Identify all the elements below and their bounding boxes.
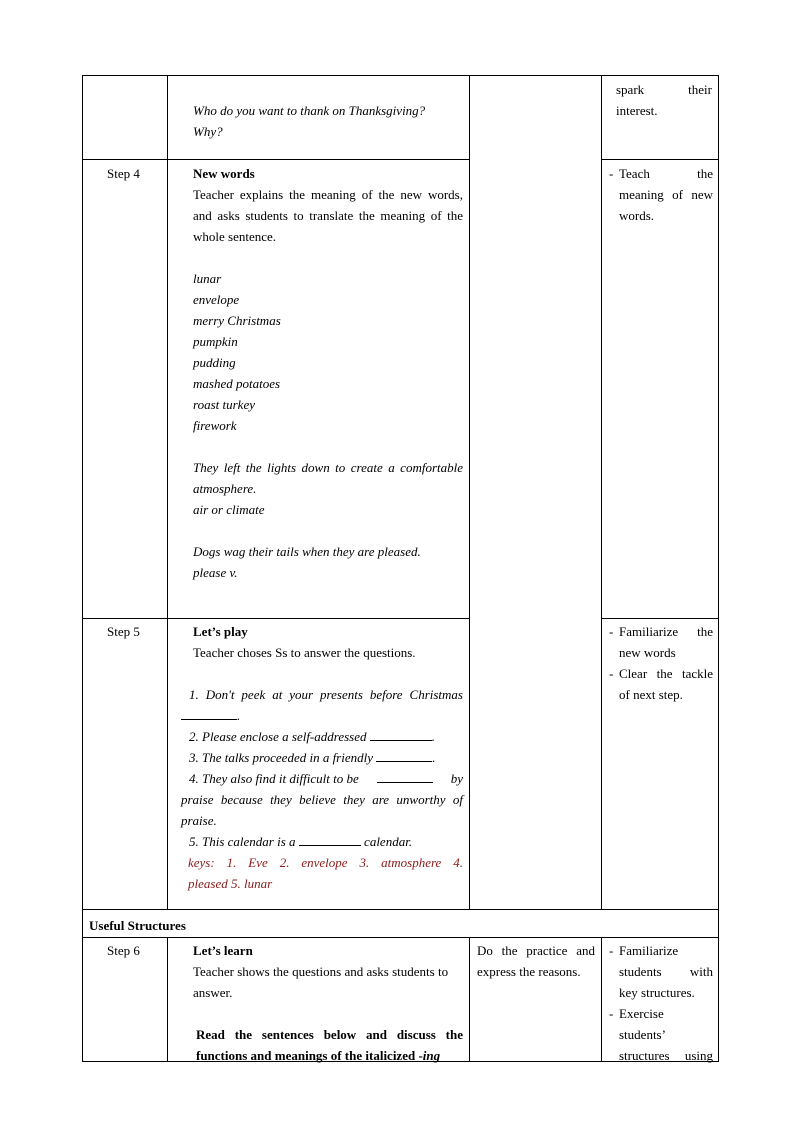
purpose-text: Teach the bbox=[619, 166, 713, 181]
table-rule bbox=[601, 159, 719, 160]
step6-student-activity: Do the practice and express the reasons. bbox=[477, 943, 595, 979]
text-line: Who do you want to thank on Thanksgiving? bbox=[193, 103, 426, 118]
table-rule bbox=[469, 75, 470, 910]
purpose-text: students with bbox=[619, 964, 713, 979]
step6-activity bbox=[193, 940, 463, 1066]
table-rule bbox=[469, 937, 470, 1062]
row1-activity bbox=[193, 100, 463, 142]
step5-label: Step 5 bbox=[107, 624, 140, 639]
step6-intro: Teacher shows the questions and asks students to answer. bbox=[193, 964, 449, 1000]
step6-label: Step 6 bbox=[107, 943, 140, 958]
purpose-text: structures using bbox=[619, 1048, 713, 1063]
purpose-text: Familiarize the bbox=[619, 624, 713, 639]
example-sentence: They left the lights down to create a comfortable atmosphere. bbox=[193, 460, 463, 496]
step6-heading: Let’s learn bbox=[193, 943, 253, 958]
word-item: pumpkin bbox=[193, 334, 238, 349]
purpose-text: new words bbox=[619, 645, 676, 660]
step4-label: Step 4 bbox=[107, 166, 140, 181]
table-rule bbox=[82, 618, 469, 619]
question-1-end: . bbox=[181, 705, 463, 726]
purpose-text: of next step. bbox=[619, 687, 683, 702]
question-1: 1. Don't peek at your presents before Christmas bbox=[189, 687, 463, 702]
bullet-dash: - bbox=[609, 166, 614, 181]
question-4: 4. They also find it difficult to be by bbox=[181, 768, 463, 789]
table-rule bbox=[82, 159, 469, 160]
word-item: firework bbox=[193, 418, 237, 433]
row1-purpose bbox=[616, 79, 712, 121]
word-item: merry Christmas bbox=[193, 313, 281, 328]
question-4-cont: praise because they believe they are unworthy of bbox=[181, 792, 463, 807]
bullet-dash: - bbox=[609, 1006, 614, 1021]
question-2: 2. Please enclose a self-addressed . bbox=[181, 726, 463, 747]
example-gloss: air or climate bbox=[193, 502, 265, 517]
step6-task: Read the sentences below and discuss the bbox=[196, 1027, 463, 1042]
step5-intro: Teacher choses Ss to answer the questions. bbox=[193, 645, 416, 660]
purpose-item bbox=[609, 663, 713, 705]
word-item: roast turkey bbox=[193, 397, 255, 412]
purpose-line: interest. bbox=[616, 103, 658, 118]
step6-task-cont: functions and meanings of the italicized -ing bbox=[196, 1048, 441, 1063]
word-item: envelope bbox=[193, 292, 240, 307]
step5-purpose bbox=[609, 621, 713, 705]
step5-heading: Let’s play bbox=[193, 624, 248, 639]
step4-heading: New words bbox=[193, 166, 255, 181]
example-sentence: Dogs wag their tails when they are pleased. bbox=[193, 544, 421, 559]
table-rule bbox=[601, 75, 602, 910]
section-title: Useful Structures bbox=[89, 918, 186, 933]
purpose-text: students’ bbox=[619, 1027, 666, 1042]
bullet-dash: - bbox=[609, 943, 614, 958]
purpose-item bbox=[609, 163, 713, 226]
text-line: Why? bbox=[193, 124, 223, 139]
table-rule bbox=[82, 75, 83, 1062]
purpose-item bbox=[609, 940, 713, 1003]
table-rule bbox=[718, 75, 719, 1062]
bullet-dash: - bbox=[609, 666, 614, 681]
purpose-line: spark their bbox=[616, 82, 712, 97]
step4-intro: Teacher explains the meaning of the new words, and asks students to translate the meaning of the whole sentence. bbox=[193, 187, 463, 244]
purpose-text: Exercise bbox=[619, 1006, 664, 1021]
purpose-text: key structures. bbox=[619, 985, 695, 1000]
purpose-text: Familiarize bbox=[619, 943, 679, 958]
purpose-item bbox=[609, 1003, 713, 1066]
table-rule bbox=[167, 75, 168, 910]
table-rule bbox=[601, 937, 602, 1062]
question-4-end: praise. bbox=[181, 813, 217, 828]
purpose-text: meaning of new bbox=[619, 187, 713, 202]
purpose-text: Clear the tackle bbox=[619, 666, 713, 681]
purpose-item bbox=[609, 621, 713, 663]
word-item: mashed potatoes bbox=[193, 376, 281, 391]
word-item: pudding bbox=[193, 355, 236, 370]
step6-purpose bbox=[609, 940, 713, 1066]
question-5: 5. This calendar is a calendar. bbox=[181, 831, 463, 852]
table-rule bbox=[82, 75, 719, 76]
question-3: 3. The talks proceeded in a friendly . bbox=[181, 747, 463, 768]
table-rule bbox=[82, 937, 719, 938]
step4-activity bbox=[193, 163, 463, 583]
purpose-text: words. bbox=[619, 208, 655, 223]
answer-keys-cont: pleased 5. lunar bbox=[188, 876, 273, 891]
step4-purpose bbox=[609, 163, 713, 226]
example-gloss: please v. bbox=[193, 565, 238, 580]
answer-keys: keys: 1. Eve 2. envelope 3. atmosphere 4. bbox=[188, 855, 463, 870]
bullet-dash: - bbox=[609, 624, 614, 639]
word-item: lunar bbox=[193, 271, 222, 286]
table-rule bbox=[601, 618, 719, 619]
table-rule bbox=[82, 909, 719, 910]
table-rule bbox=[167, 937, 168, 1062]
step5-activity bbox=[181, 621, 463, 894]
